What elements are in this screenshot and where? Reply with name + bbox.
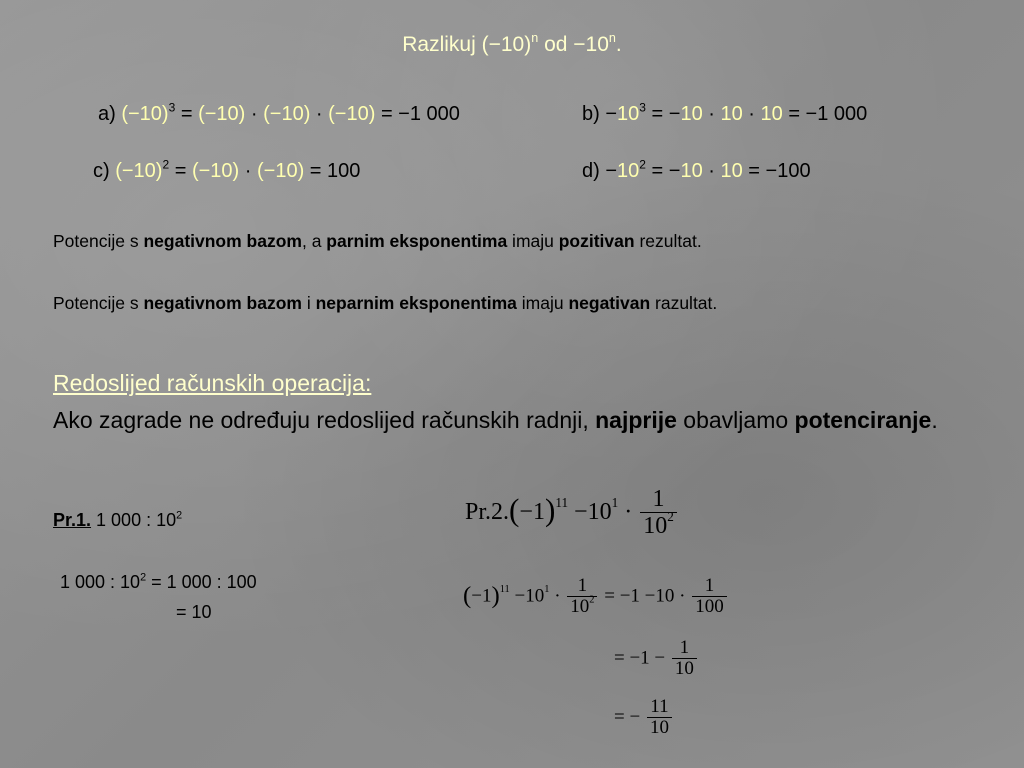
example-1-step-2: = 10 bbox=[176, 602, 212, 622]
fraction-1-over-10: $\frac{1}{10}$ bbox=[672, 638, 697, 680]
fraction-1-over-10-squared: $\frac{1}{10^2}$ bbox=[640, 487, 677, 540]
example-2-step-2: = −1 − $\frac{1}{10}$ bbox=[614, 638, 699, 680]
example-2-step-3: = − $\frac{11}{10}$ bbox=[614, 697, 674, 739]
example-a: a) $(-10)^3 = (-10) \cdot (-10) \cdot (-10) = -1$ 000 bbox=[98, 100, 460, 125]
example-b: $b) -10^3 = -10 \cdot 10 \cdot 10 = -1$ 000 bbox=[582, 100, 868, 125]
order-of-operations-heading: Redoslijed računskih operacija: bbox=[53, 370, 372, 396]
example-1-step-1: 1 000 : $10^2 = 1$ 000 : 100 bbox=[60, 571, 257, 592]
fraction-11-over-10: $\frac{11}{10}$ bbox=[647, 697, 672, 739]
slide-title: Razlikuj $(-10)^n$ od $-10^n$. bbox=[402, 31, 622, 56]
rule-odd-exponent: Potencije s negativnom bazom i neparnim eksponentima imaju negativan razultat. bbox=[53, 293, 718, 313]
order-of-operations-text: Ako zagrade ne određuju redoslijed računskih radnji, najprije obavljamo potenciranje. bbox=[53, 407, 938, 433]
example-d: $d) -10^2 = -10 \cdot 10 = -100$ bbox=[582, 157, 811, 182]
fraction-1-over-10-squared: $\frac{1}{10^2}$ bbox=[567, 576, 597, 618]
example-1-label: Pr.1. 1 000 : $10^2$ bbox=[53, 509, 183, 530]
example-2-step-1: $(-1)^{11} -10^1$ · $\frac{1}{10^2}$ = −1 −10 · $\frac{1}{100}$ bbox=[463, 576, 729, 618]
fraction-1-over-100: $\frac{1}{100}$ bbox=[692, 576, 727, 618]
rule-even-exponent: Potencije s negativnom bazom, a parnim eksponentima imaju pozitivan rezultat. bbox=[53, 231, 702, 251]
example-c: c) $(-10)^2 = (-10) \cdot (-10) = 100$ bbox=[93, 157, 361, 182]
example-2-expression: $Pr.2.(-1)^{11} -10^1$ · $\frac{1}{10^2}$ bbox=[465, 487, 679, 540]
